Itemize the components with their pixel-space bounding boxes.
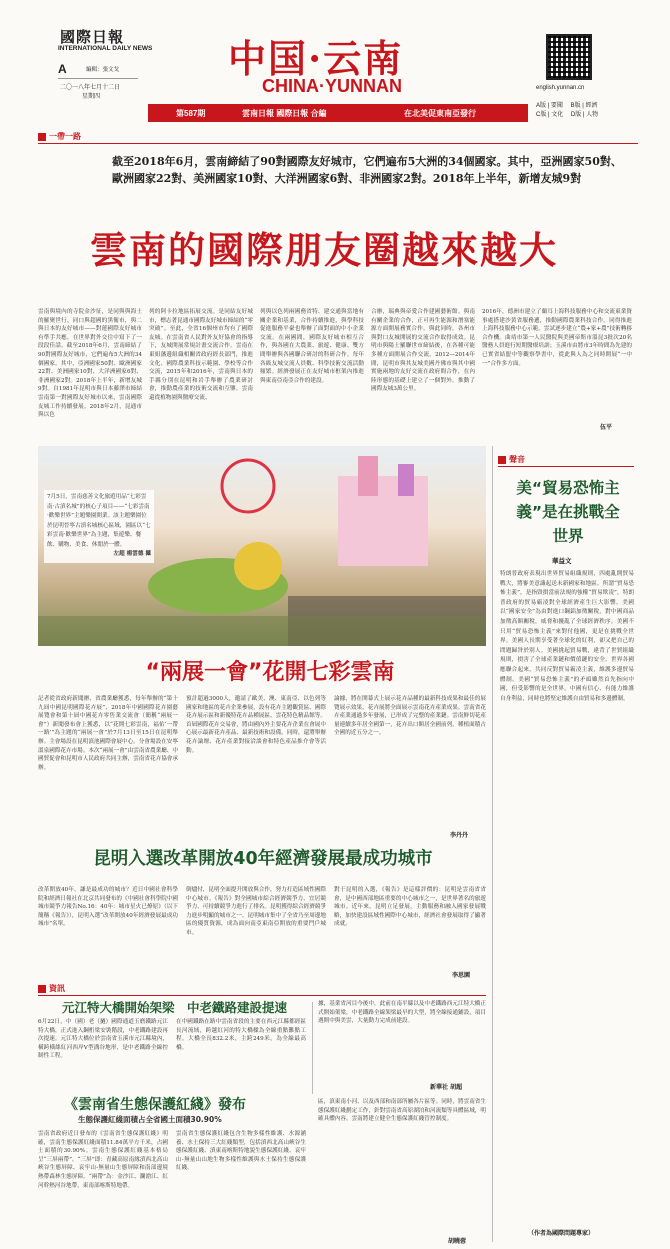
section-tag-news: 資訊 bbox=[38, 983, 65, 994]
divider bbox=[38, 995, 486, 996]
logo-en: CHINA·YUNNAN bbox=[262, 76, 402, 96]
bridge-headline: 元江特大橋開始架梁 中老鐵路建設提速 bbox=[62, 1000, 288, 1015]
slogan: 在北美促東南亞發行 bbox=[404, 109, 476, 118]
voice-headline: 美“貿易恐怖主義”是在挑戰全世界 bbox=[516, 479, 620, 545]
index-c[interactable]: C版 | 文化 bbox=[536, 112, 564, 118]
masthead bbox=[0, 0, 670, 125]
square-icon bbox=[38, 985, 46, 993]
page-index bbox=[536, 102, 646, 120]
redline-author: 胡曉蓉 bbox=[448, 1238, 467, 1245]
reform-col-2: 倒燼付，昆明全面提升開放與合作，努力打造區域性國際中心城市。《報告》對全國城市綜合經濟競爭力、宜居競爭力、可持續競爭力進行了排名。昆明獲得綜合經濟競爭力進步明顯的城市之一。昆明城市集中了全省乃至周邊地區的優質資源，成為面向南亞東南亞開放的重要門戶城市。 bbox=[186, 887, 326, 936]
redline-col-2: 雲南省生態保護紅綫包含生物多樣性維護、水源涵養、水土保持三大紅綫類型，包括滇西北高山峽谷生態保護紅綫、滇東南喀斯特地貌生態保護紅綫、哀牢山-無量山山地生物多樣性維護與水土保持生態保護紅綫。 bbox=[176, 1131, 306, 1172]
bridge-col-3: 據，基業省河目今後中，此前在南平縣以及中老鐵路西元江特大橋正式開始架梁，中老鐵路全線架梁最早的大型，將全線接通鋪設，項目遇開中與美雲，大量動力完成前建設。 bbox=[318, 1001, 486, 1025]
qr-code bbox=[546, 34, 592, 80]
divider bbox=[312, 1002, 313, 1094]
feature-author: 伍平 bbox=[600, 424, 613, 431]
date-cn: 二〇一八年七月十二日 bbox=[60, 84, 121, 91]
ferris-wheel bbox=[222, 460, 274, 512]
voice-source: （作者為國際問題專家） bbox=[528, 1230, 595, 1237]
bridge-author: 新華社 胡超 bbox=[430, 1084, 463, 1091]
theme-park-photo bbox=[38, 446, 486, 646]
editor: 編輯：張文戈 bbox=[86, 67, 120, 73]
redline-headline: 《雲南省生態保護紅綫》發布 bbox=[64, 1097, 246, 1113]
index-d[interactable]: D版 | 人物 bbox=[570, 112, 599, 118]
section-tag-voice: 聲音 bbox=[498, 454, 525, 465]
expo-author: 李丹丹 bbox=[450, 832, 469, 839]
expo-col-1: 記者從省政府新聞辦、省農業廳獲悉，每年舉辦的“第十九屆中國昆明國際花卉展”、2018年中國國際花卉園藝展覽會和第十屆中國花卉零售業交流會（簡稱“兩展一會”）新聞發布會上獲悉，以“花開七彩雲南，福佑‘一帶一路’”為主題的“兩展一會”於7月13日至15日在昆明舉辦。主會場設在昆明滇池國際會展中心。分會場設在安寧溫泉國際花卉市場。本次“兩展一會”由雲南省農業廳、中國貿促會和昆明市人民政府共同主辦，雲南省花卉協會承辦。 bbox=[38, 696, 178, 771]
snail-shell bbox=[234, 542, 282, 590]
voice-body: 特朗普政府表現出世界貿易組織規則，四處亂開貿易戰大，將審美意識起送未新國家和地區。所謂“貿易恐怖主義”，是指毀損當前法規的強權“貿易欺凌”，特朗普政府的貿易霸凌對全球經濟產生巨大影響。美國以“國家安全”為由對進口鋼鋁加徵關稅，對中國商品加徵高額關稅，威脅和擾亂了全球經濟秩序。美國不只用“貿易恐怖主義”來對付他國，更是在挑戰全世界。美國人長期享受著全球化的紅利，卻又把自己的問題歸咎於別人。美國挑起貿易戰，違背了世貿組織規則，損害了全球產業鏈和價值鏈的安全。世界各國應聯合起來，共同反對貿易霸凌主義，維護多邊貿易體制。美國“貿易恐怖主義”的矛頭雖然首先指向中國，但受影響的是全世界。中國有信心、有能力維護自身利益，同時也將堅定維護自由貿易和多邊體制。 bbox=[500, 571, 634, 702]
square-icon bbox=[38, 133, 46, 141]
expo-col-3: 論據，將在開幕式上展示花卉品種的最新科技成果和最佳的展覽展示效果，花卉展將全面展示雲南花卉產業成果。雲南省花卉產業通過多年發展，已形成了完整的產業鏈。雲南鮮切花產量連續多年居全國第一，花卉出口額居全國前列，種植面積占全國的近五分之一。 bbox=[334, 696, 486, 737]
divider bbox=[38, 143, 638, 144]
divider bbox=[492, 446, 493, 1242]
feature-headline: 雲南的國際朋友圈越來越大 bbox=[90, 229, 558, 272]
logo-cn: 中国·云南 bbox=[228, 36, 404, 81]
reform-author: 李思園 bbox=[452, 972, 471, 979]
feature-col-1: 雲南與境內的寺院金沙征，是同與與海土的羅聚世行，同口與超國的黑衛市，與二與日本的友好城市——對蓮國際友好城市有準手共應，在世界對外交往中寫下了一段段佳話。截至2018年6月，雲南締結了90對國際友好城市，它們遍布5大洲的34個國家。其中，亞洲國家50對、歐洲國家22對、美洲國家10對、大洋洲國家6對、非洲國家2對。2018年上半年，新增友城9對。自1981年昆明市與日本藤澤市締結雲南第一對國際友好城市以來，雲南國際友城工作持續發展。2018年2月，昆通市與以色 bbox=[38, 309, 142, 419]
section-tag-belt-road: 一帶一路 bbox=[38, 131, 81, 142]
redline-col-3: 區，滇東南小河、以及西部和南部所屬各片區等。同時，將雲南省生態保護紅綫劃定工作，針對雲南省高原湖泊和河流類等具體區域，明確具體內容。雲南將建立健全生態保護紅綫管控制度。 bbox=[318, 1099, 486, 1123]
masthead-bar bbox=[148, 104, 528, 122]
feature-col-2: 列的阿卡拉地區拓展交流。是同結友好城市，標志著昆通市國際友好城市締結的“零突破”。至此，全省16個州市均有了國際友城。在雲南省人民對外友好協會的指導下，友城開展常規計畫交流合作。雲南在東姐藩邊組織相關省政府經長部門，推進文化、國際農業科技示範園、學校等合作交流，2015年和2016年，雲南與日本的手縣分別在昆明和岩手舉辦了農業研討會，推動農產業的技術交流和互鑒。雲南還從植物園與醫療交流、 bbox=[149, 309, 253, 401]
bridge-col-2: 在中國鐵路在路中雲南省段的主要在西元江縣都經區長河流域，跨越紅河的特大橋樑為全線重點難點工程。大橋全長832.2米，主跨249米，為全線最高橋。 bbox=[176, 1019, 306, 1051]
index-b[interactable]: B版 | 經濟 bbox=[570, 103, 598, 109]
paper-name-en: INTERNATIONAL DAILY NEWS bbox=[58, 45, 153, 52]
index-a[interactable]: A版 | 要聞 bbox=[536, 103, 563, 109]
caption-text: 7月5日，雲南慈善文化旅遊用品“七彩雲南·古滇名城”的核心子項目——“七彩雲南·歡樂世界”主題樂園開業。該主題樂園位於昆明晉寧古滇名城核心區域，園區以“七彩雲南·歡樂世界”為主題，集遊樂、餐飲、購物、美食、休閒於一體。 bbox=[47, 494, 151, 548]
feature-col-4: 合辦，瑞典與帝愛合作建國藝術館。與南有關企業的合作，正可再生能源和潛塞能源方面開展務實合作。與此同時，各州市與對口友城開展的交流合作取得成效。昆明市與陽士羅聯世市締結後，在各種可能多種方面開展合作交流。2012—2014年間，昆明市與其友城美國丹佛市與其中國實施兩地的友好交流在政府間合作，在內陸形態的基礎上建立了一個對外。推動了國際友城3萬公里。 bbox=[371, 309, 475, 393]
page-letter: A bbox=[58, 62, 67, 76]
redline-col-1: 雲南省政府近日發布的《雲南省生態保護紅綫》明確，雲南生態保護紅綫面積11.84萬平方千米，占國土面積的30.90%。雲南生態保護紅綫基本格局呈“三屏兩帶”。“三屏”即：青藏高原南緣滇西北高山峽谷生態屏障、哀牢山-無量山生態屏障和南部邊境熱帶森林生態屏障。“兩帶”為：金沙江、瀾滄江、紅河幹熱河谷地帶，東南部喀斯特地帶。 bbox=[38, 1131, 168, 1189]
castle-shape bbox=[338, 476, 428, 566]
expo-headline: “兩展一會”花開七彩雲南 bbox=[145, 660, 395, 685]
website: english.yunnan.cn bbox=[536, 85, 585, 91]
photo-caption bbox=[44, 490, 154, 563]
castle-tower bbox=[358, 456, 378, 496]
voice-author: 華益文 bbox=[552, 557, 572, 565]
reform-headline: 昆明入選改革開放40年經濟發展最成功城市 bbox=[93, 849, 433, 869]
divider bbox=[58, 78, 138, 79]
feature-col-5: 2016年，德洲市建立了蘭耳上海科技服務中心和交流東業資事處搭建沙黃省服務遞，推動國際農業科技合作。同得推進上海科技服務中心示範，雲試逐步建立“農+家+農”技術轉移合作機。曲靖市第一人民醫院與美國帝斯市溫昆3批次20名醫務人員進行短期醫療培訓；玉溪市由將市3年時間為先建的已實省結盟中等觀察學書中，從此與人為之同時開展“一中一”合作多方面。 bbox=[482, 309, 632, 367]
castle-tower bbox=[398, 464, 414, 496]
reform-col-3: 對于昆明的入選，《報告》是這樣評價的：昆明是雲南省省會，是中國西部地區重要的中心城市之一，是世界著名的旅遊城市。近年來，昆明立足發展，主動服務和融入國家發展戰略，加快建設區域性國際中心城市，經濟社會發展取得了顯著成就。 bbox=[334, 887, 486, 928]
ground bbox=[38, 616, 486, 646]
square-icon bbox=[498, 456, 506, 464]
issue-number: 第587期 bbox=[176, 109, 206, 118]
expo-col-2: 預計超過3000人，邀請了歐美、澳、東南亞、以色列等國家和地區的花卉企業參展，設有花卉主題觀賞區、國際花卉展示區和新優特花卉品種展區、雲花特色精品館等。首屆國際花卉交易會，將由國內外主要花卉企業在會展中心展示最新花卉產品、最新技術和設備。同時，還將舉辦花卉論壇、花卉產業對接洽談會和特色產品推介會等活動。 bbox=[186, 696, 326, 754]
paper-name-cn: 國際日報 bbox=[60, 28, 125, 46]
cohost: 雲南日報 國際日報 合編 bbox=[242, 109, 327, 118]
weekday: 星期四 bbox=[82, 93, 101, 100]
redline-subheadline: 生態保護紅綫面積占全省國土面積30.90% bbox=[78, 1115, 222, 1124]
feature-lead: 截至2018年6月，雲南締結了90對國際友好城市，它們遍布5大洲的34個國家。其中，亞洲國家50對、歐洲國家22對、美洲國家10對、大洋洲國家6對、非洲國家2對。2018年上半年，新增友城9對 bbox=[112, 155, 622, 185]
feature-col-3: 列與以色列兩國務省特、建交通與當地有關企業和基業，合作持續推進，與學科技促進服務平臺也舉辦了面對面的中小企業交流。在兩國間，國際友好城市相互合作，與各國在大農業、旅遊、健康、雙方間舉辦與各國聯合研討的科研合作。每年各級友城交流人員數、科學技術交流活動頻繁。經濟發展正在友好城市框架內推進與東南亞南亞合作的建設。 bbox=[260, 309, 364, 384]
voice-section-bar bbox=[498, 452, 634, 467]
reform-col-1: 改革開放40年，謙是最成功的城市？近日中國社會科學院和經濟日報社在北京共同發布的《中國社會科學院中國城市競爭力報告No.16：40年：城市星火已燎原》（以下簡稱《報告》），昆明入選“改革開放40年經濟發展最成功城市”名單。 bbox=[38, 887, 178, 928]
bridge-col-1: 6月22日，中（國）老（撾）國際通道玉磨鐵路元江特大橋，正式進入鋼桁梁安裝階段，中老鐵路建設再次提速。元江特大橋位於雲南省玉溪市元江縣境內，橫跨橫絲紅河西岸V型溝谷地形，是中老鐵路全線控制性工程。 bbox=[38, 1019, 168, 1060]
photo-credit: 左超 楊雲德 攝 bbox=[113, 551, 151, 557]
